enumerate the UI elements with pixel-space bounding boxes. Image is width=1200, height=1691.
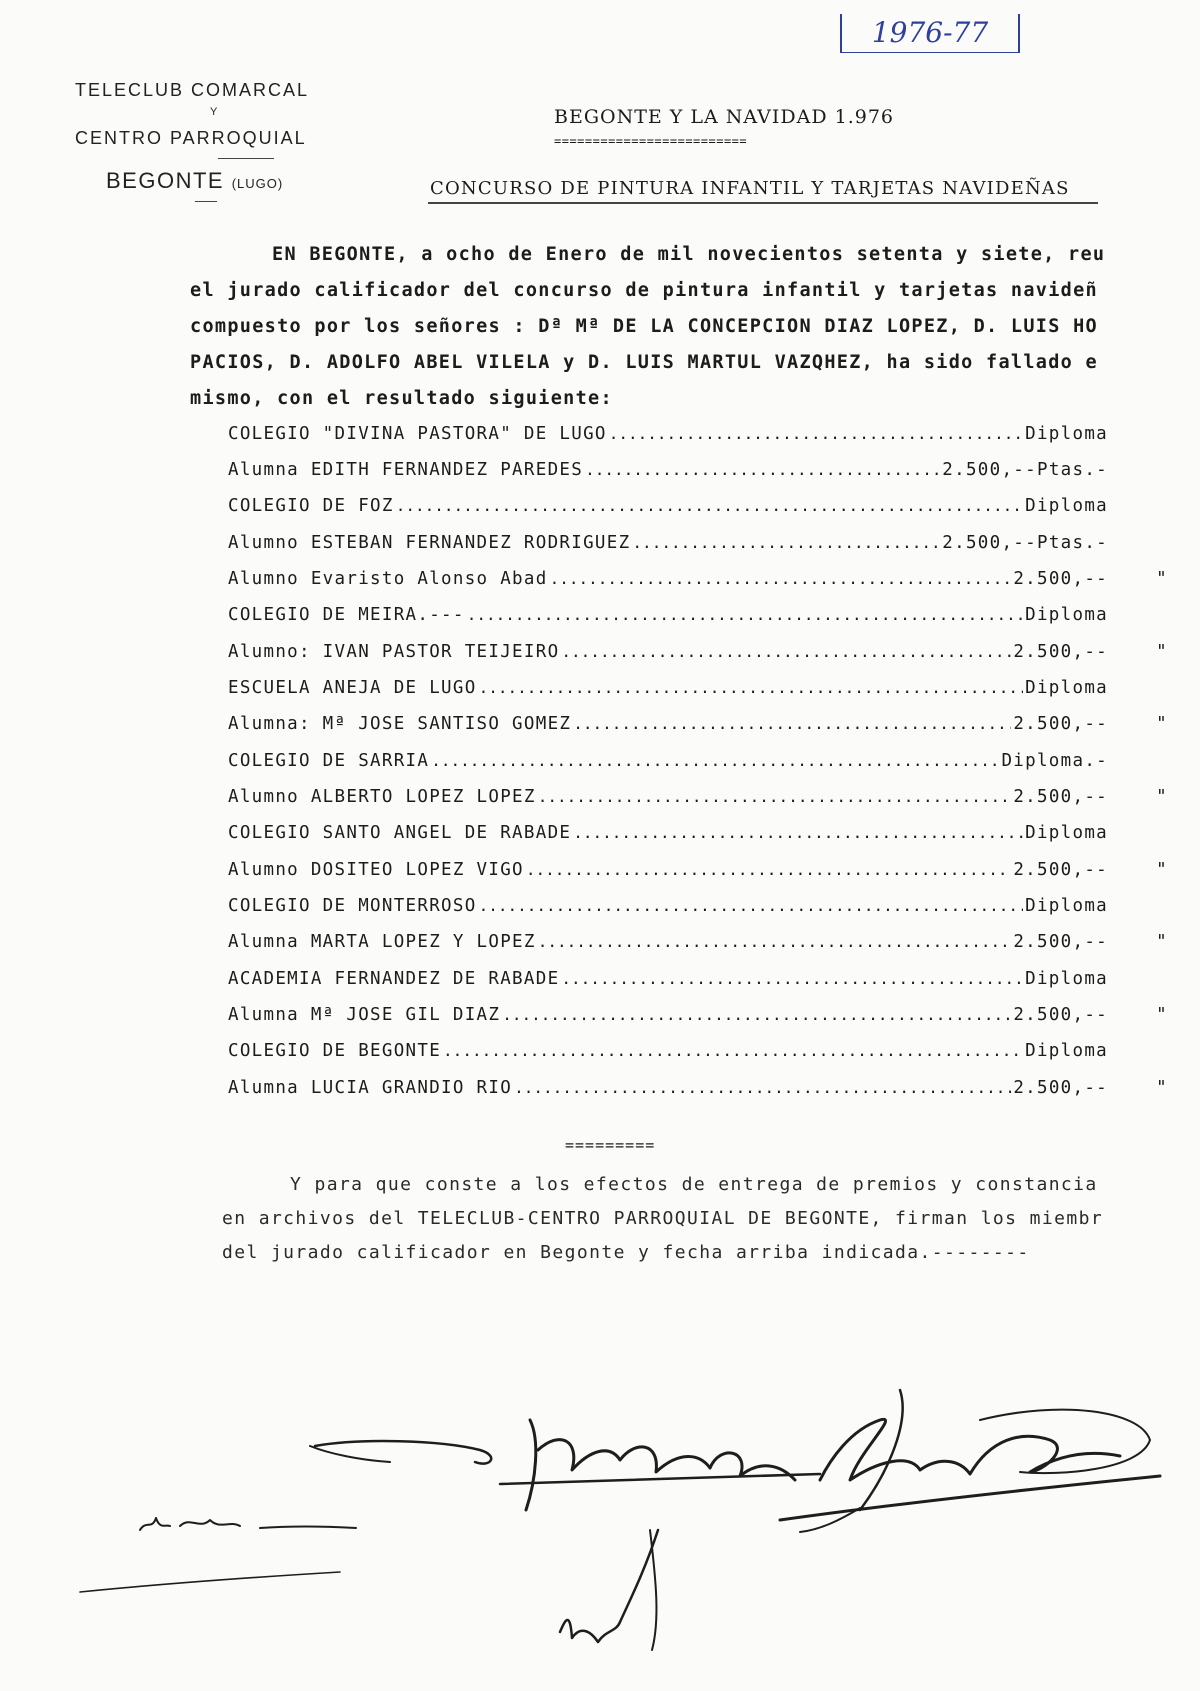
result-name: Alumna MARTA LOPEZ Y LOPEZ	[228, 932, 536, 952]
competition-underline	[428, 202, 1098, 204]
signature-3	[80, 1518, 356, 1592]
ditto-mark: "	[1156, 569, 1168, 589]
leader-dots	[632, 533, 940, 552]
result-award: 2.500,--	[1013, 714, 1108, 734]
closing-line: del jurado calificador en Begonte y fecha arriba indicada.--------	[222, 1242, 1030, 1263]
result-row	[228, 896, 1168, 920]
result-name: COLEGIO "DIVINA PASTORA" DE LUGO	[228, 424, 607, 444]
jury-signatures	[60, 1380, 1180, 1680]
ditto-mark: "	[1156, 642, 1168, 662]
letterhead-town-name: BEGONTE	[106, 168, 225, 193]
letterhead-line-1: TELECLUB COMARCAL	[75, 80, 310, 100]
archive-reference-tag: 1976-77	[840, 14, 1020, 53]
paragraph-line: mismo, con el resultado siguiente:	[190, 388, 613, 409]
result-name: COLEGIO SANTO ANGEL DE RABADE	[228, 823, 572, 843]
letterhead-line-2: Y	[210, 106, 218, 118]
leader-dots	[609, 424, 1023, 443]
result-row	[228, 787, 1168, 811]
leader-dots	[561, 642, 1011, 661]
result-row	[228, 424, 1168, 448]
result-row	[228, 642, 1168, 666]
result-name: COLEGIO DE FOZ	[228, 496, 394, 516]
leader-dots	[467, 605, 1023, 624]
competition-title: CONCURSO DE PINTURA INFANTIL Y TARJETAS NAVIDEÑAS	[430, 178, 1070, 199]
section-separator: =========	[565, 1136, 656, 1154]
result-award: Diploma.-	[1001, 751, 1108, 771]
result-award: 2.500,--	[1013, 569, 1108, 589]
document-title: BEGONTE Y LA NAVIDAD 1.976	[554, 106, 895, 128]
result-award: 2.500,--	[1013, 860, 1108, 880]
paragraph-line: el jurado calificador del concurso de pintura infantil y tarjetas navideñ	[190, 280, 1098, 301]
result-row	[228, 860, 1168, 884]
leader-dots	[538, 932, 1012, 951]
result-award: Diploma	[1025, 823, 1108, 843]
result-name: Alumno ESTEBAN FERNANDEZ RODRIGUEZ	[228, 533, 631, 553]
result-row	[228, 496, 1168, 520]
ditto-mark: "	[1156, 932, 1168, 952]
result-row	[228, 714, 1168, 738]
result-name: Alumna EDITH FERNANDEZ PAREDES	[228, 460, 584, 480]
result-row	[228, 569, 1168, 593]
result-row	[228, 1041, 1168, 1065]
result-award: Diploma	[1025, 496, 1108, 516]
leader-dots	[585, 460, 940, 479]
result-name: ACADEMIA FERNANDEZ DE RABADE	[228, 969, 560, 989]
leader-dots	[479, 896, 1024, 915]
leader-dots	[526, 860, 1011, 879]
leader-dots	[573, 823, 1023, 842]
signature-1	[310, 1420, 820, 1510]
result-award: 2.500,--	[1013, 1005, 1108, 1025]
result-row	[228, 1078, 1168, 1102]
ditto-mark: "	[1156, 860, 1168, 880]
letterhead-rule-short	[195, 201, 217, 202]
result-award: 2.500,--	[1013, 787, 1108, 807]
leader-dots	[479, 678, 1024, 697]
paragraph-line: PACIOS, D. ADOLFO ABEL VILELA y D. LUIS MARTUL VAZQHEZ, ha sido fallado e	[190, 352, 1098, 373]
result-name: Alumna: Mª JOSE SANTISO GOMEZ	[228, 714, 572, 734]
result-row	[228, 969, 1168, 993]
result-name: Alumno ALBERTO LOPEZ LOPEZ	[228, 787, 536, 807]
leader-dots	[550, 569, 1012, 588]
result-award: Diploma	[1025, 678, 1108, 698]
result-name: Alumno: IVAN PASTOR TEIJEIRO	[228, 642, 560, 662]
leader-dots	[561, 969, 1023, 988]
letterhead-rule	[218, 158, 274, 159]
ditto-mark: "	[1156, 1078, 1168, 1098]
closing-line: en archivos del TELECLUB-CENTRO PARROQUIAL DE BEGONTE, firman los miembr	[222, 1208, 1104, 1229]
ditto-mark: "	[1156, 1005, 1168, 1025]
result-award: 2.500,--Ptas.-	[942, 460, 1108, 480]
letterhead-province: (LUGO)	[231, 176, 284, 191]
result-row	[228, 751, 1168, 775]
result-row	[228, 823, 1168, 847]
leader-dots	[396, 496, 1023, 515]
result-name: ESCUELA ANEJA DE LUGO	[228, 678, 477, 698]
result-name: COLEGIO DE MEIRA.---	[228, 605, 465, 625]
result-row	[228, 932, 1168, 956]
leader-dots	[538, 787, 1012, 806]
paragraph-line: EN BEGONTE, a ocho de Enero de mil novecientos setenta y siete, reu	[272, 244, 1106, 265]
leader-dots	[573, 714, 1011, 733]
result-award: Diploma	[1025, 969, 1108, 989]
result-award: 2.500,--Ptas.-	[942, 533, 1108, 553]
result-row	[228, 460, 1168, 484]
result-name: COLEGIO DE BEGONTE	[228, 1041, 442, 1061]
result-row	[228, 678, 1168, 702]
result-row	[228, 1005, 1168, 1029]
signature-4	[560, 1530, 658, 1650]
signature-2	[780, 1390, 1160, 1532]
closing-line: Y para que conste a los efectos de entrega de premios y constancia	[290, 1174, 1098, 1195]
result-row	[228, 533, 1168, 557]
result-award: 2.500,--	[1013, 642, 1108, 662]
ditto-mark: "	[1156, 714, 1168, 734]
paragraph-line: compuesto por los señores : Dª Mª DE LA CONCEPCION DIAZ LOPEZ, D. LUIS HO	[190, 316, 1098, 337]
result-award: Diploma	[1025, 1041, 1108, 1061]
result-award: 2.500,--	[1013, 932, 1108, 952]
letterhead-town	[106, 168, 283, 194]
title-double-rule: =========================	[554, 134, 748, 148]
leader-dots	[502, 1005, 1011, 1024]
result-name: Alumna Mª JOSE GIL DIAZ	[228, 1005, 501, 1025]
ditto-mark: "	[1156, 787, 1168, 807]
result-award: 2.500,--	[1013, 1078, 1108, 1098]
result-row	[228, 605, 1168, 629]
result-name: COLEGIO DE MONTERROSO	[228, 896, 477, 916]
leader-dots	[443, 1041, 1023, 1060]
leader-dots	[431, 751, 999, 770]
leader-dots	[514, 1078, 1011, 1097]
result-award: Diploma	[1025, 424, 1108, 444]
result-name: Alumna LUCIA GRANDIO RIO	[228, 1078, 513, 1098]
result-name: Alumno Evaristo Alonso Abad	[228, 569, 548, 589]
result-award: Diploma	[1025, 896, 1108, 916]
result-award: Diploma	[1025, 605, 1108, 625]
result-name: Alumno DOSITEO LOPEZ VIGO	[228, 860, 524, 880]
letterhead-line-3: CENTRO PARROQUIAL	[75, 128, 307, 148]
result-name: COLEGIO DE SARRIA	[228, 751, 430, 771]
